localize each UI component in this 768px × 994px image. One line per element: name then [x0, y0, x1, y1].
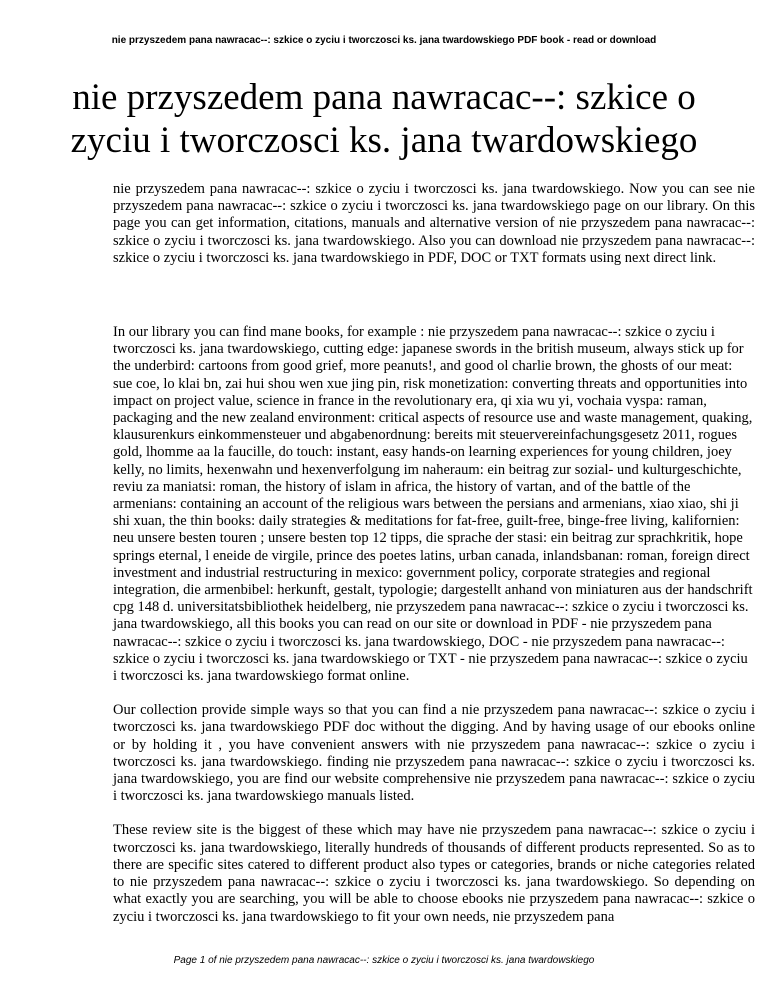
- library-paragraph: In our library you can find mane books, for example : nie przyszedem pana nawracac--: szkice o zyciu i tworczosci ks. jana twardowskiego, cutting edge: japanese swords in the british museum, always stick up for the underbird: cartoons from good grief, more peanuts!, and good ol charlie brown, the ghosts of our meat: sue coe, lo klai bn, zai hui shou wen xue jing pin, risk monetization: converting threats and opportunities into impact on project value, science in france in the revolutionary era, qi xia wu yi, vochaia vyspa: raman, packaging and the new zealand environment: critical aspects of resource use and waste management, quaking, klausurenkurs einkommensteuer und abgabenordnung: bereits mit steuervereinfachungsgesetz 2011, rogues gold, lhomme aa la faucille, do touch: instant, easy hands-on learning experiences for young children, joey kelly, no limits, hexenwahn und hexenverfolgung im naheraum: ein beitrag zur sozial- und kulturgeschichte, reviu za maniatsi: roman, the history of islam in africa, the history of vartan, and of the battle of the armenians: containing an account of the religious wars between the persians and armenians, xiao xiao, shi ji shi xuan, the thin books: daily strategies & meditations for fat-free, guilt-free, binge-free living, kalifornien: neu unsere besten touren ; unsere besten top 12 tipps, die sprache der stasi: ein beitrag zur sprachkritik, hope springs eternal, l eneide de virgile, prince des poetes latins, urban canada, inlandsbanan: roman, foreign direct investment and industrial restructuring in mexico: government policy, corporate strategies and regional integration, die armenbibel: herkunft, gestalt, typologie; dargestellt anhand von miniaturen aus der handschrift cpg 148 d. universitatsbibliothek heidelberg, nie przyszedem pana nawracac--: szkice o zyciu i tworczosci ks. jana twardowskiego, all this books you can read on our site or download in PDF - nie przyszedem pana nawracac--: szkice o zyciu i tworczosci ks. jana twardowskiego, DOC - nie przyszedem pana nawracac--: szkice o zyciu i tworczosci ks. jana twardowskiego or TXT - nie przyszedem pana nawracac--: szkice o zyciu i tworczosci ks. jana twardowskiego format online.: [113, 324, 753, 685]
- intro-paragraph: nie przyszedem pana nawracac--: szkice o zyciu i tworczosci ks. jana twardowskiego. Now you can see nie przyszedem pana nawracac--: szkice o zyciu i tworczosci ks. jana twardowskiego page on our library. On this page you can get information, citations, manuals and alternative version of nie przyszedem pana nawracac--: szkice o zyciu i tworczosci ks. jana twardowskiego. Also you can download nie przyszedem pana nawracac--: szkice o zyciu i tworczosci ks. jana twardowskiego in PDF, DOC or TXT formats using next direct link.: [113, 181, 755, 266]
- body-text: [113, 181, 755, 926]
- page-footer: Page 1 of nie przyszedem pana nawracac--: szkice o zyciu i tworczosci ks. jana twardowskiego: [173, 955, 595, 966]
- running-header: nie przyszedem pana nawracac--: szkice o zyciu i tworczosci ks. jana twardowskiego PDF book - read or download: [111, 35, 657, 46]
- document-title: nie przyszedem pana nawracac--: szkice o zyciu i tworczosci ks. jana twardowskiego: [70, 77, 698, 161]
- review-paragraph: These review site is the biggest of these which may have nie przyszedem pana nawracac--: szkice o zyciu i tworczosci ks. jana twardowskiego, literally hundreds of thousands of different products represented. So as to there are specific sites catered to different product also types or categories, brands or niche categories related to nie przyszedem pana nawracac--: szkice o zyciu i tworczosci ks. jana twardowskiego. So depending on what exactly you are searching, you will be able to choose ebooks nie przyszedem pana nawracac--: szkice o zyciu i tworczosci ks. jana twardowskiego to fit your own needs, nie przyszedem pana: [113, 822, 755, 925]
- collection-paragraph: Our collection provide simple ways so that you can find a nie przyszedem pana nawracac--: szkice o zyciu i tworczosci ks. jana twardowskiego PDF doc without the digging. And by having usage of our ebooks online or by holding it , you have convenient answers with nie przyszedem pana nawracac--: szkice o zyciu i tworczosci ks. jana twardowskiego. finding nie przyszedem pana nawracac--: szkice o zyciu i tworczosci ks. jana twardowskiego, you are find our website comprehensive nie przyszedem pana nawracac--: szkice o zyciu i tworczosci ks. jana twardowskiego manuals listed.: [113, 702, 755, 805]
